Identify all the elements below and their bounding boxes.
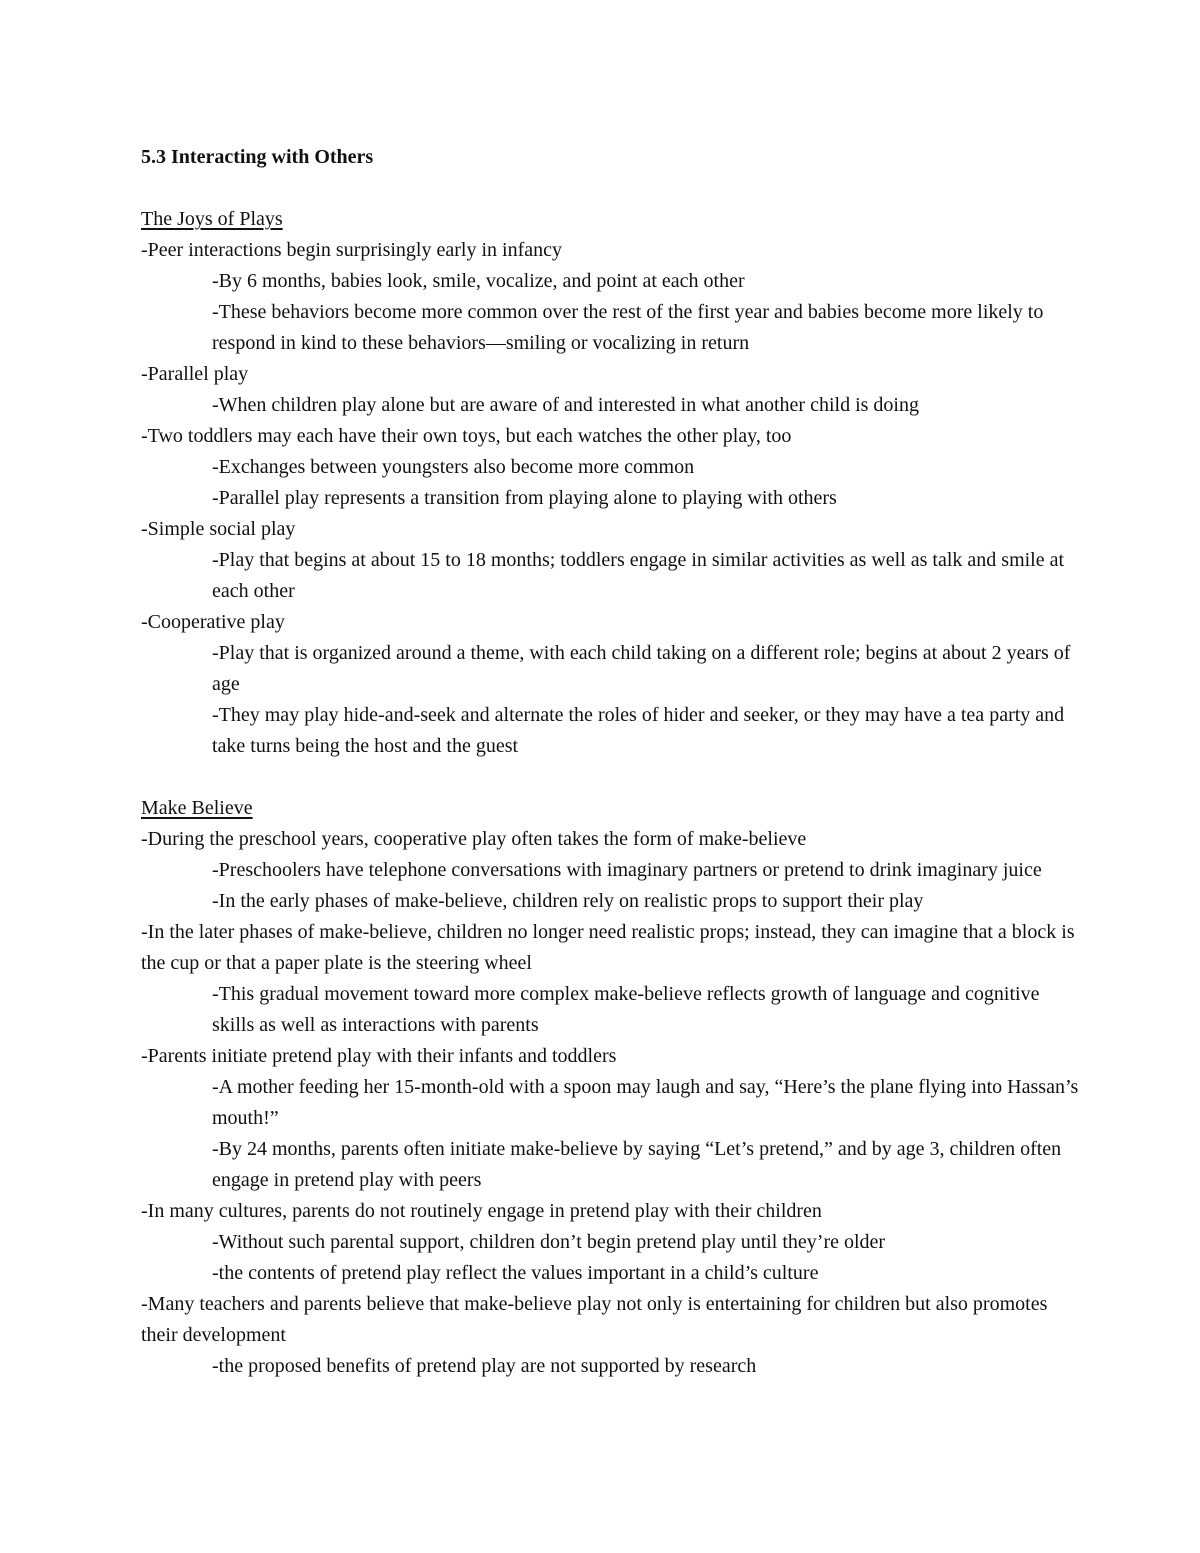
section-make-believe — [141, 793, 1081, 1382]
bullet-line: -Two toddlers may each have their own toys, but each watches the other play, too — [141, 425, 792, 447]
bullet-line: -In the later phases of make-believe, children no longer need realistic props; instead, they can imagine that a block is the cup or that a paper plate is the steering wheel — [141, 921, 1075, 974]
section-heading: The Joys of Plays — [141, 208, 283, 230]
sub-bullet-line: -By 24 months, parents often initiate make-believe by saying “Let’s pretend,” and by age 3, children often engage in pretend play with peers — [212, 1138, 1062, 1191]
sub-bullet-line: -Preschoolers have telephone conversations with imaginary partners or pretend to drink imaginary juice — [212, 859, 1042, 881]
sub-bullet-line: -Play that begins at about 15 to 18 months; toddlers engage in similar activities as well as talk and smile at each other — [212, 549, 1065, 602]
sub-bullet-line: -These behaviors become more common over the rest of the first year and babies become more likely to respond in kind to these behaviors—smiling or vocalizing in return — [212, 301, 1044, 354]
document-title: 5.3 Interacting with Others — [141, 146, 374, 168]
section-heading: Make Believe — [141, 797, 253, 819]
section-joys-of-plays — [141, 204, 1081, 762]
sub-bullet-line: -In the early phases of make-believe, children rely on realistic props to support their play — [212, 890, 924, 912]
bullet-line: -Cooperative play — [141, 611, 285, 633]
sub-bullet-line: -Exchanges between youngsters also become more common — [212, 456, 695, 478]
bullet-line: -Parallel play — [141, 363, 249, 385]
document-page — [141, 142, 1081, 1382]
section-lines — [141, 824, 1081, 1382]
bullet-line: -During the preschool years, cooperative play often takes the form of make-believe — [141, 828, 807, 850]
sub-bullet-line: -When children play alone but are aware of and interested in what another child is doing — [212, 394, 919, 416]
section-lines — [141, 235, 1081, 762]
sub-bullet-line: -the contents of pretend play reflect the values important in a child’s culture — [212, 1262, 819, 1284]
bullet-line: -Peer interactions begin surprisingly early in infancy — [141, 239, 562, 261]
sub-bullet-line: -Play that is organized around a theme, with each child taking on a different role; begins at about 2 years of age — [212, 642, 1071, 695]
bullet-line: -Simple social play — [141, 518, 296, 540]
sub-bullet-line: -A mother feeding her 15-month-old with a spoon may laugh and say, “Here’s the plane flying into Hassan’s mouth!” — [212, 1076, 1079, 1129]
bullet-line: -Many teachers and parents believe that make-believe play not only is entertaining for children but also promotes their development — [141, 1293, 1048, 1346]
sub-bullet-line: -the proposed benefits of pretend play are not supported by research — [212, 1355, 757, 1377]
sub-bullet-line: -Without such parental support, children don’t begin pretend play until they’re older — [212, 1231, 886, 1253]
sub-bullet-line: -By 6 months, babies look, smile, vocalize, and point at each other — [212, 270, 745, 292]
sub-bullet-line: -Parallel play represents a transition from playing alone to playing with others — [212, 487, 837, 509]
bullet-line: -Parents initiate pretend play with their infants and toddlers — [141, 1045, 617, 1067]
sub-bullet-line: -They may play hide-and-seek and alternate the roles of hider and seeker, or they may have a tea party and take turns being the host and the guest — [212, 704, 1065, 757]
bullet-line: -In many cultures, parents do not routinely engage in pretend play with their children — [141, 1200, 822, 1222]
sub-bullet-line: -This gradual movement toward more complex make-believe reflects growth of language and cognitive skills as well as interactions with parents — [212, 983, 1040, 1036]
